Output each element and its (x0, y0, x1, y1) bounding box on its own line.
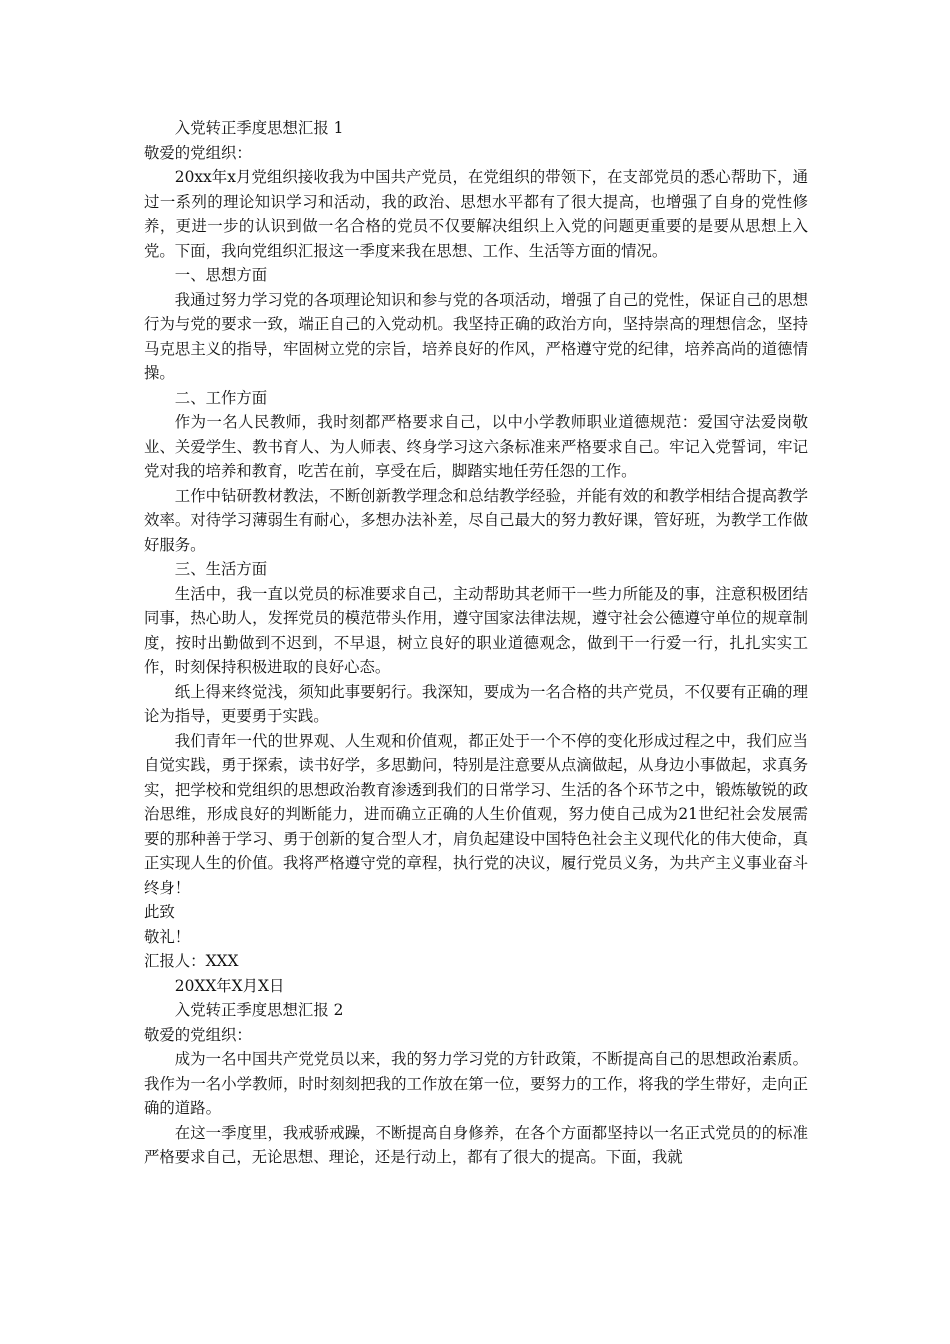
report1-intro: 20xx年x月党组织接收我为中国共产党员，在党组织的带领下，在支部党员的悉心帮助下，通过一系列的理论知识学习和活动，我的政治、思想水平都有了很大提高，也增强了自身的党性修养，更进一步的认识到做一名合格的党员不仅要解决组织上入党的问题更重要的是要从思想上入党。下面，我向党组织汇报这一季度来我在思想、工作、生活等方面的情况。 (144, 168, 808, 260)
section1-heading: 一、思想方面 (174, 266, 268, 284)
report2-salutation: 敬爱的党组织： (144, 1025, 252, 1044)
section3-heading: 三、生活方面 (174, 560, 268, 578)
report1-salutation: 敬爱的党组织： (144, 143, 252, 162)
section1-body: 我通过努力学习党的各项理论知识和参与党的各项活动，增强了自己的党性，保证自己的思想行为与党的要求一致，端正自己的入党动机。我坚持正确的政治方向，坚持崇高的理想信念，坚持马克思主义的指导，牢固树立党的宗旨，培养良好的作风，严格遵守党的纪律，培养高尚的道德情操。 (144, 290, 808, 382)
report2-para-1: 成为一名中国共产党党员以来，我的努力学习党的方针政策，不断提高自己的思想政治素质。我作为一名小学教师，时时刻刻把我的工作放在第一位，要努力的工作，将我的学生带好，走向正确的道路。 (144, 1050, 808, 1117)
section2-heading: 二、工作方面 (174, 388, 268, 407)
section3-body-3: 我们青年一代的世界观、人生观和价值观，都正处于一个不停的变化形成过程之中，我们应当自觉实践，勇于探索，读书好学，多思勤问，特别是注意要从点滴做起，从身边小事做起，求真务实，把学校和党组织的思想政治教育渗透到我们的日常学习、生活的各个环节之中，锻炼敏锐的政治思维，形成良好的判断能力，进而确立正确的人生价值观，努力使自己成为21世纪社会发展需要的那种善于学习、勇于创新的复合型人才，肩负起建设中国特色社会主义现代化的伟大使命，真正实现人生的价值。我将严格遵守党的章程，执行党的决议，履行党员义务，为共产主义事业奋斗终身！ (144, 731, 808, 897)
report2-title: 入党转正季度思想汇报 2 (174, 1001, 344, 1019)
report-date: 20XX年X月X日 (174, 976, 285, 995)
section2-body-1: 作为一名人民教师，我时刻都严格要求自己，以中小学教师职业道德规范：爱国守法爱岗敬业、关爱学生、教书育人、为人师表、终身学习这六条标准来严格要求自己。牢记入党誓词，牢记党对我的培养和教育，吃苦在前，享受在后，脚踏实地任劳任怨的工作。 (144, 413, 808, 480)
reporter-signature: 汇报人：XXX (144, 952, 239, 970)
section3-body-1: 生活中，我一直以党员的标准要求自己，主动帮助其老师干一些力所能及的事，注意积极团结同事，热心助人，发挥党员的模范带头作用，遵守国家法律法规，遵守社会公德遵守单位的规章制度，按时出勤做到不迟到，不早退，树立良好的职业道德观念，做到干一行爱一行，扎扎实实工作，时刻保持积极进取的良好心态。 (144, 584, 808, 676)
section3-body-2: 纸上得来终觉浅，须知此事要躬行。我深知，要成为一名合格的共产党员，不仅要有正确的理论为指导，更要勇于实践。 (144, 682, 808, 725)
section2-body-2: 工作中钻研教材教法，不断创新教学理念和总结教学经验，并能有效的和教学相结合提高教学效率。对待学习薄弱生有耐心，多想办法补差，尽自己最大的努力教好课，管好班，为教学工作做好服务。 (144, 486, 808, 554)
report2-para-2: 在这一季度里，我戒骄戒躁，不断提高自身修养，在各个方面都坚持以一名正式党员的的标准严格要求自己，无论思想、理论，还是行动上，都有了很大的提高。下面，我就 (144, 1123, 808, 1166)
document-body (144, 116, 808, 1170)
report1-title: 入党转正季度思想汇报 1 (174, 119, 344, 137)
closing-greeting: 此致 (144, 903, 175, 921)
closing-salute: 敬礼！ (144, 927, 191, 946)
